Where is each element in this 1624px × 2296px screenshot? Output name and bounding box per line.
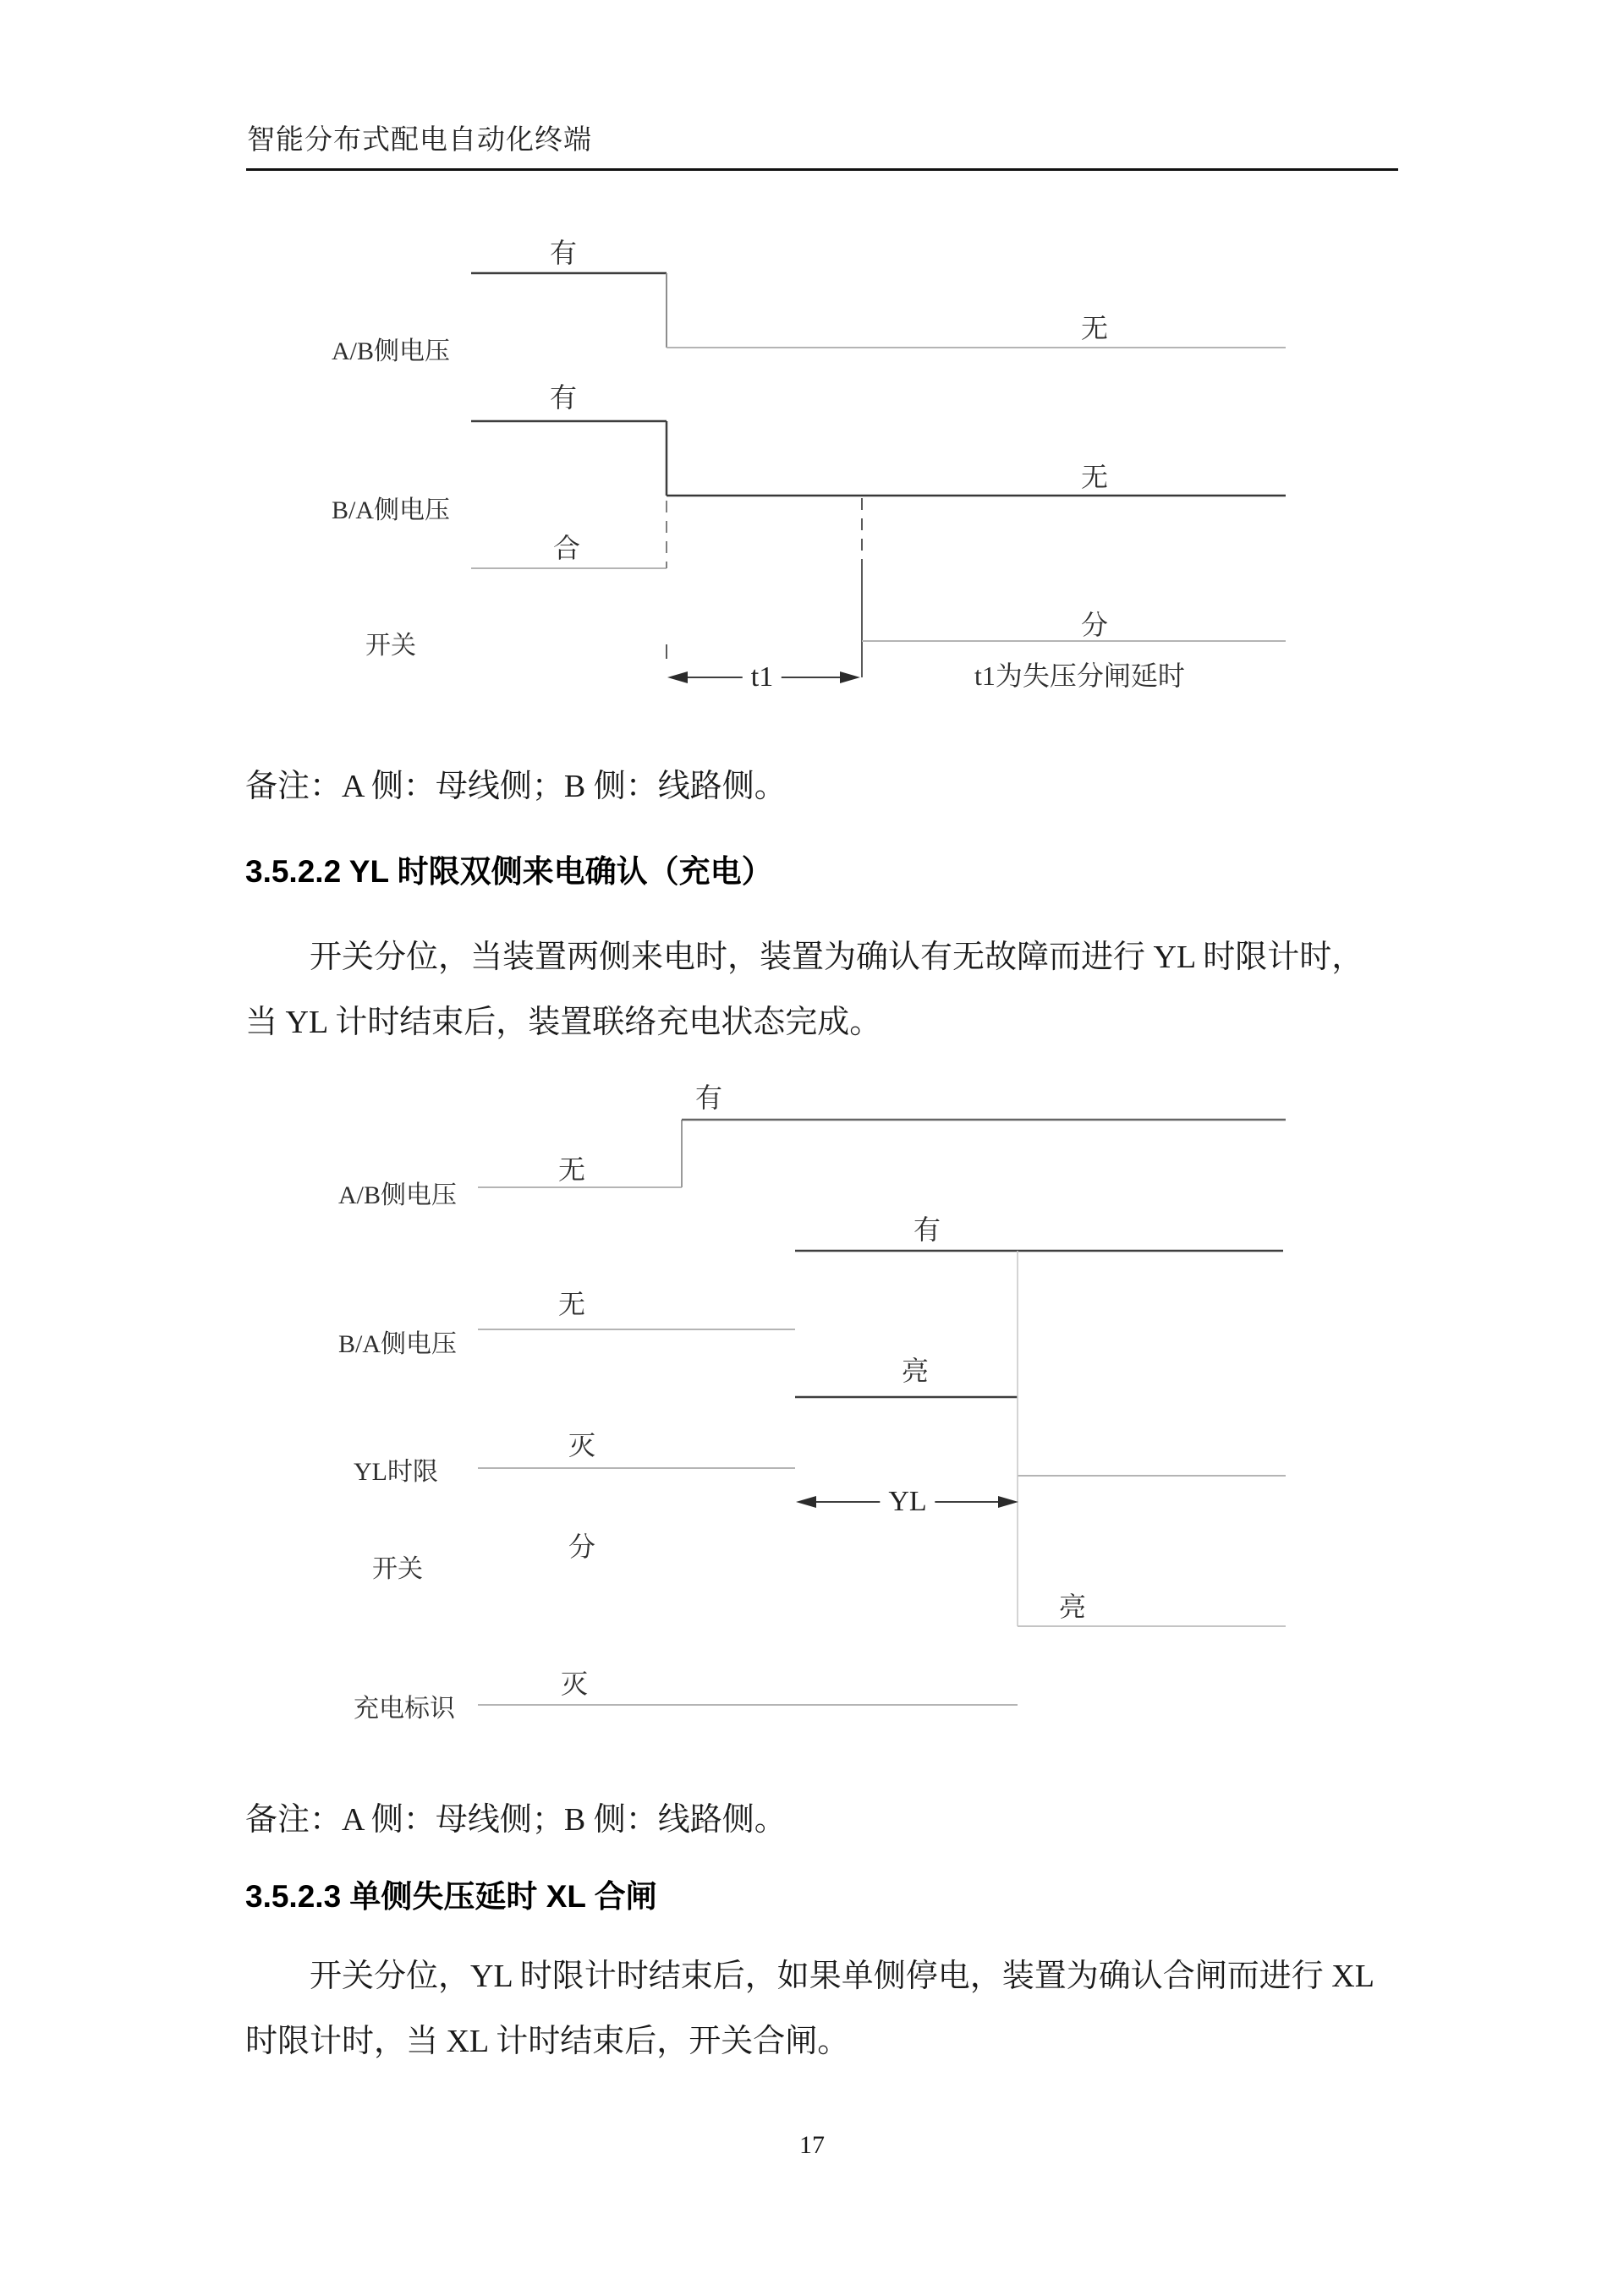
diagram2-yl-timer-waveform <box>478 1251 1286 1626</box>
section-heading-3-5-2-3: 3.5.2.3 单侧失压延时 XL 合闸 <box>245 1879 657 1914</box>
diagram1-switch-waveform <box>471 498 1286 677</box>
d1-switch-open-state: 分 <box>1080 610 1109 640</box>
paragraph-3-5-2-2-line2: 当 YL 计时结束后，装置联络充电状态完成。 <box>245 1005 882 1040</box>
d1-t1-label: t1 <box>743 661 782 693</box>
d2-row-label-charge-flag: 充电标识 <box>354 1695 455 1723</box>
d2-ba-high-state: 有 <box>913 1214 941 1245</box>
diagram1-ab-voltage-waveform <box>471 273 1286 348</box>
d2-row-label-ab-voltage: A/B侧电压 <box>337 1181 458 1209</box>
d1-t1-arrowhead-right <box>840 671 860 683</box>
d1-t1-arrowhead-left <box>667 671 688 683</box>
note-side-definition-2: 备注：A 侧：母线侧；B 侧：线路侧。 <box>245 1802 787 1838</box>
paragraph-3-5-2-2-line1: 开关分位，当装置两侧来电时，装置为确认有无故障而进行 YL 时限计时， <box>310 940 1364 975</box>
note-side-definition-1: 备注：A 侧：母线侧；B 侧：线路侧。 <box>245 769 787 804</box>
d2-ba-low-state: 无 <box>557 1289 586 1319</box>
d2-yl-off-state: 灭 <box>568 1430 596 1460</box>
d1-t1-note: t1为失压分闸延时 <box>974 660 1185 691</box>
paragraph-3-5-2-3-line1: 开关分位，YL 时限计时结束后，如果单侧停电，装置为确认合闸而进行 XL <box>310 1959 1374 1994</box>
d1-switch-closed-state: 合 <box>552 533 581 563</box>
d1-row-label-switch: 开关 <box>365 632 416 660</box>
d2-charge-on-state: 亮 <box>1058 1592 1087 1622</box>
d1-row-label-ba-voltage: B/A侧电压 <box>331 496 451 524</box>
d2-row-label-switch: 开关 <box>372 1555 423 1583</box>
d2-yl-on-state: 亮 <box>901 1356 930 1386</box>
d1-ba-low-state: 无 <box>1080 462 1109 492</box>
page-header-title: 智能分布式配电自动化终端 <box>247 125 592 156</box>
d1-row-label-ab-voltage: A/B侧电压 <box>331 337 451 365</box>
d1-ab-high-state: 有 <box>549 238 578 268</box>
d2-yl-arrow-label: YL <box>880 1486 935 1518</box>
d2-yl-arrowhead-right <box>998 1496 1018 1508</box>
d2-row-label-ba-voltage: B/A侧电压 <box>337 1330 458 1358</box>
d1-ab-low-state: 无 <box>1080 313 1109 343</box>
paragraph-3-5-2-3-line2: 时限计时，当 XL 计时结束后，开关合闸。 <box>245 2024 850 2059</box>
d2-charge-off-state: 灭 <box>560 1669 589 1699</box>
diagram2-ba-voltage-waveform <box>478 1251 1283 1329</box>
d2-ab-low-state: 无 <box>557 1154 586 1185</box>
diagram2-ab-voltage-waveform <box>478 1120 1286 1187</box>
d1-ba-high-state: 有 <box>549 382 578 413</box>
d2-switch-open-state: 分 <box>568 1532 596 1562</box>
section-heading-3-5-2-2: 3.5.2.2 YL 时限双侧来电确认（充电） <box>245 854 773 889</box>
page-number: 17 <box>799 2131 825 2159</box>
d2-ab-high-state: 有 <box>694 1082 723 1113</box>
diagram1-ba-voltage-waveform <box>471 421 1286 496</box>
d2-row-label-yl-timer: YL时限 <box>354 1458 438 1486</box>
diagram2-charge-flag-waveform <box>478 1626 1286 1705</box>
d2-yl-arrowhead-left <box>796 1496 816 1508</box>
